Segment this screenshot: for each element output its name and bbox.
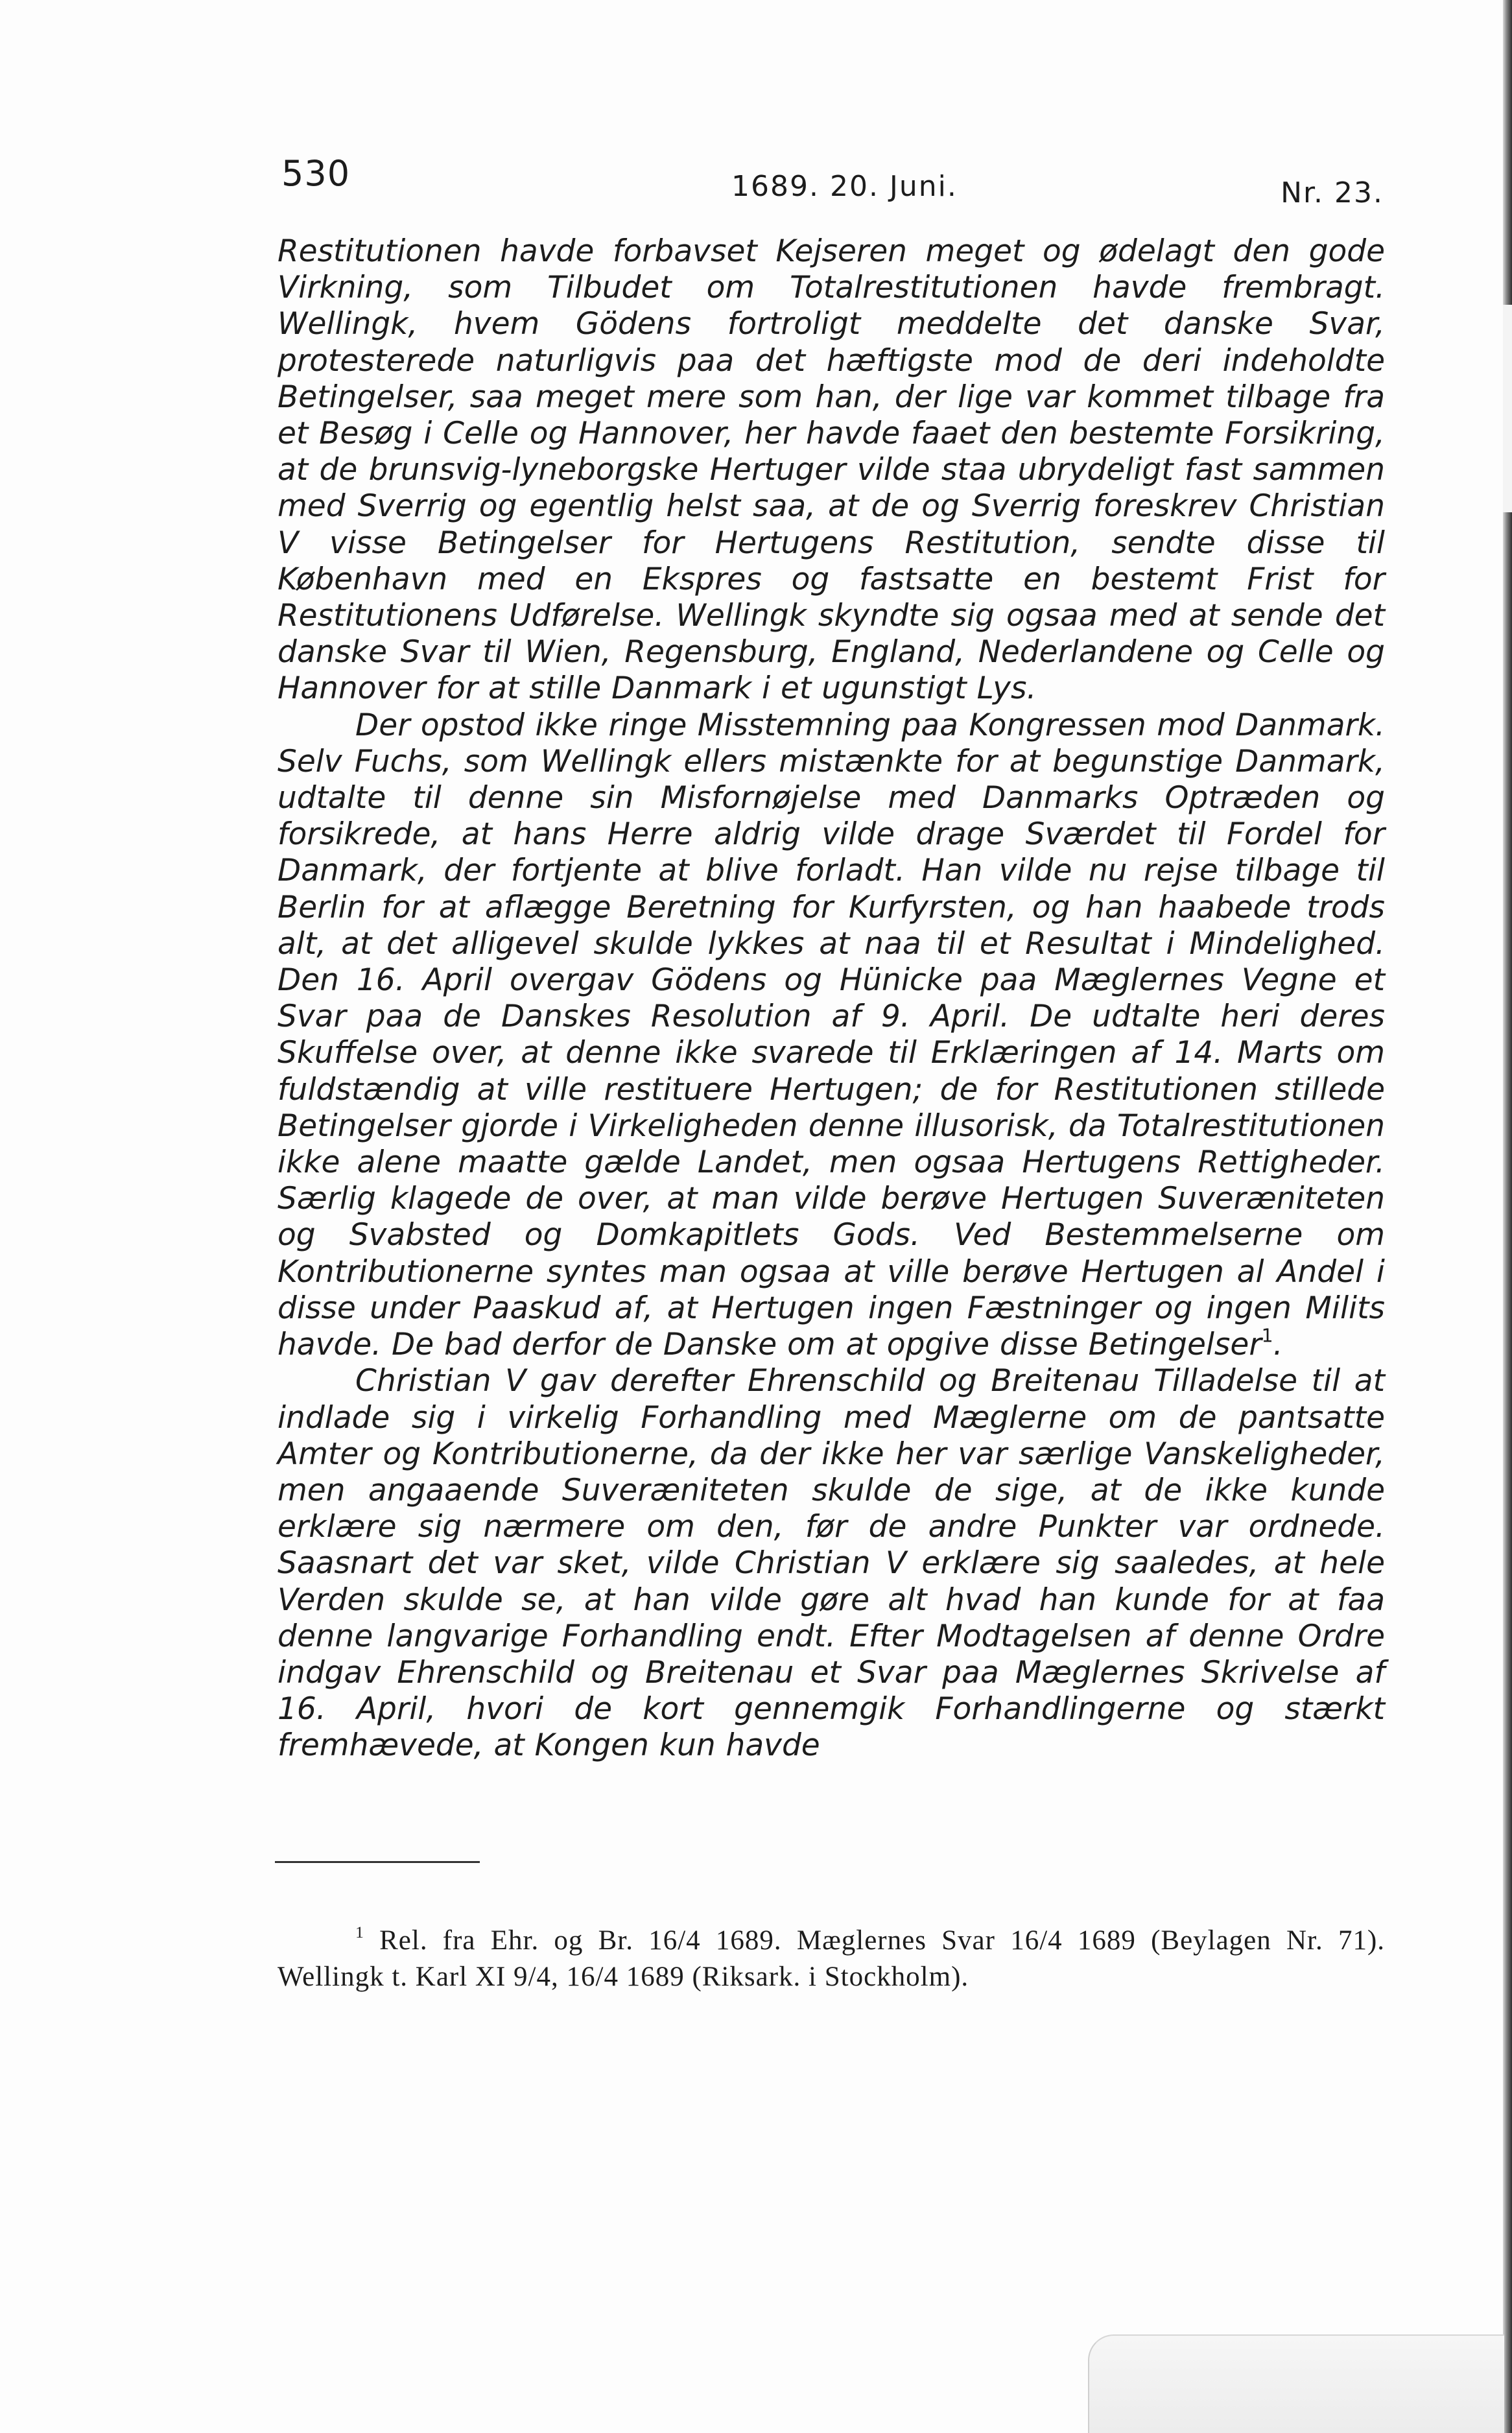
footnote-text-2: 1689. Mæglernes Svar [700,1925,1011,1956]
page-number: 530 [281,153,351,194]
paper-corner-shadow [1088,2334,1504,2433]
paragraph-2-text: Der opstod ikke ringe Misstemning paa Kongressen mod Danmark. Selv Fuchs, som Wellingk ellers mistænkte for at begunstige Danmark, udtalte til denne sin Misfornøjelse med Danmarks Optræden og forsikrede, at hans Herre aldrig vilde drage Sværdet til Fordel for Danmark, der fortjente at blive forladt. Han vilde nu rejse tilbage til Berlin for at aflægge Beretning for Kurfyrsten, og han haabede trods alt, at det alligevel skulde lykkes at naa til et Resultat i Mindelighed. Den 16. April overgav Gödens og Hünicke paa Mæglernes Vegne et Svar paa de Danskes Resolution af 9. April. De udtalte heri deres Skuffelse over, at denne ikke svarede til Erklæringen af 14. Marts om fuldstændig at ville restituere Hertugen; de for Restitutionen stillede Betingelser gjorde i Virkeligheden denne illusorisk, da Totalrestitutionen ikke alene maatte gælde Landet, men ogsaa Hertugens Rettigheder. Særlig klagede de over, at man vilde berøve Hertugen Suveræniteten og Svabsted og Domkapitlets Gods. Ved Bestemmelserne om Kontributionerne syntes man ogsaa at ville berøve Hertugen al Andel i disse under Paaskud af, at Hertugen ingen Fæstninger og ingen Milits havde. De bad derfor de Danske om at opgive disse Betingelser [278,707,1385,1363]
footnote-text-5: 1689 (Riksark. i Stockholm). [618,1962,969,1992]
footnote-reference[interactable]: 1 [1261,1325,1273,1347]
running-head [281,148,1384,219]
header-date: 1689. 20. Juni. [731,170,958,203]
footnote-text-4: , [551,1962,567,1992]
paragraph-2: Der opstod ikke ringe Misstemning paa Kongressen mod Danmark. Selv Fuchs, som Wellingk ellers mistænkte for at begunstige Danmark, udtalte til denne sin Misfornøjelse med Danmarks Optræden og forsikrede, at hans Herre aldrig vilde drage Sværdet til Fordel for Danmark, der fortjente at blive forladt. Han vilde nu rejse tilbage til Berlin for at aflægge Beretning for Kurfyrsten, og han haabede trods alt, at det alligevel skulde lykkes at naa til et Resultat i Mindelighed. Den 16. April overgav Gödens og Hünicke paa Mæglernes Vegne et Svar paa de Danskes Resolution af 9. April. De udtalte heri deres Skuffelse over, at denne ikke svarede til Erklæringen af 14. Marts om fuldstændig at ville restituere Hertugen; de for Restitutionen stillede Betingelser gjorde i Virkeligheden denne illusorisk, da Totalrestitutionen ikke alene maatte gælde Landet, men ogsaa Hertugens Rettigheder. Særlig klagede de over, at man vilde berøve Hertugen Suveræniteten og Svabsted og Domkapitlets Gods. Ved Bestemmelserne om Kontributionerne syntes man ogsaa at ville berøve Hertugen al Andel i disse under Paaskud af, at Hertugen ingen Fæstninger og ingen Milits havde. De bad derfor de Danske om at opgive disse Betingelser$^1$. [278,707,1385,1363]
footnote-marker: 1 [355,1922,364,1941]
paragraph-3: Christian V gav derefter Ehrenschild og Breitenau Tilladelse til at indlade sig i virkelig Forhandling med Mæglerne om de pantsatte Amter og Kontributionerne, da der ikke her var særlige Vanskeligheder, men angaaende Suveræniteten skulde de sige, at de ikke kunde erklære sig nærmere om den, før de andre Punkter var ordnede. Saasnart det var sket, vilde Christian V erklære sig saaledes, at hele Verden skulde se, at han vilde gøre alt hvad han kunde for at faa denne langvarige Forhandling endt. Efter Modtagelsen af denne Ordre indgav Ehrenschild og Breitenau et Svar paa Mæglernes Skrivelse af 16. April, hvori de kort gennemgik Forhandlingerne og stærkt fremhævede, at Kongen kun havde [278,1363,1385,1764]
footnote-date-1: 16/4 [648,1925,701,1956]
page-edge-gap [1503,305,1512,512]
footnote-divider [275,1861,480,1863]
footnote [278,1923,1385,1995]
paragraph-1: Restitutionen havde forbavset Kejseren meget og ødelagt den gode Virkning, som Tilbudet om Totalrestitutionen havde frembragt. Wellingk, hvem Gödens fortroligt meddelte det danske Svar, protesterede naturligvis paa det hæftigste mod de deri indeholdte Betingelser, saa meget mere som han, der lige var kommet tilbage fra et Besøg i Celle og Hannover, her havde faaet den bestemte Forsikring, at de brunsvig-lyneborgske Hertuger vilde staa ubrydeligt fast sammen med Sverrig og egentlig helst saa, at de og Sverrig foreskrev Christian V visse Betingelser for Hertugens Restitution, sendte disse til København med en Ekspres og fastsatte en bestemt Frist for Restitutionens Udførelse. Wellingk skyndte sig ogsaa med at sende det danske Svar til Wien, Regensburg, England, Nederlandene og Celle og Hannover for at stille Danmark i et ugunstigt Lys. [278,233,1385,707]
footnote-text-1: Rel. fra Ehr. og Br. [364,1925,649,1956]
header-document-number: Nr. 23. [1281,176,1384,209]
footnote-date-3: 9/4 [514,1962,551,1992]
body-text [278,233,1385,1764]
footnote-date-2: 16/4 [1010,1925,1063,1956]
footnote-text-3: 1689 (Beylagen Nr. 71). Wellingk t. Karl XI [278,1925,1386,1992]
footnote-date-4: 16/4 [566,1962,619,1992]
